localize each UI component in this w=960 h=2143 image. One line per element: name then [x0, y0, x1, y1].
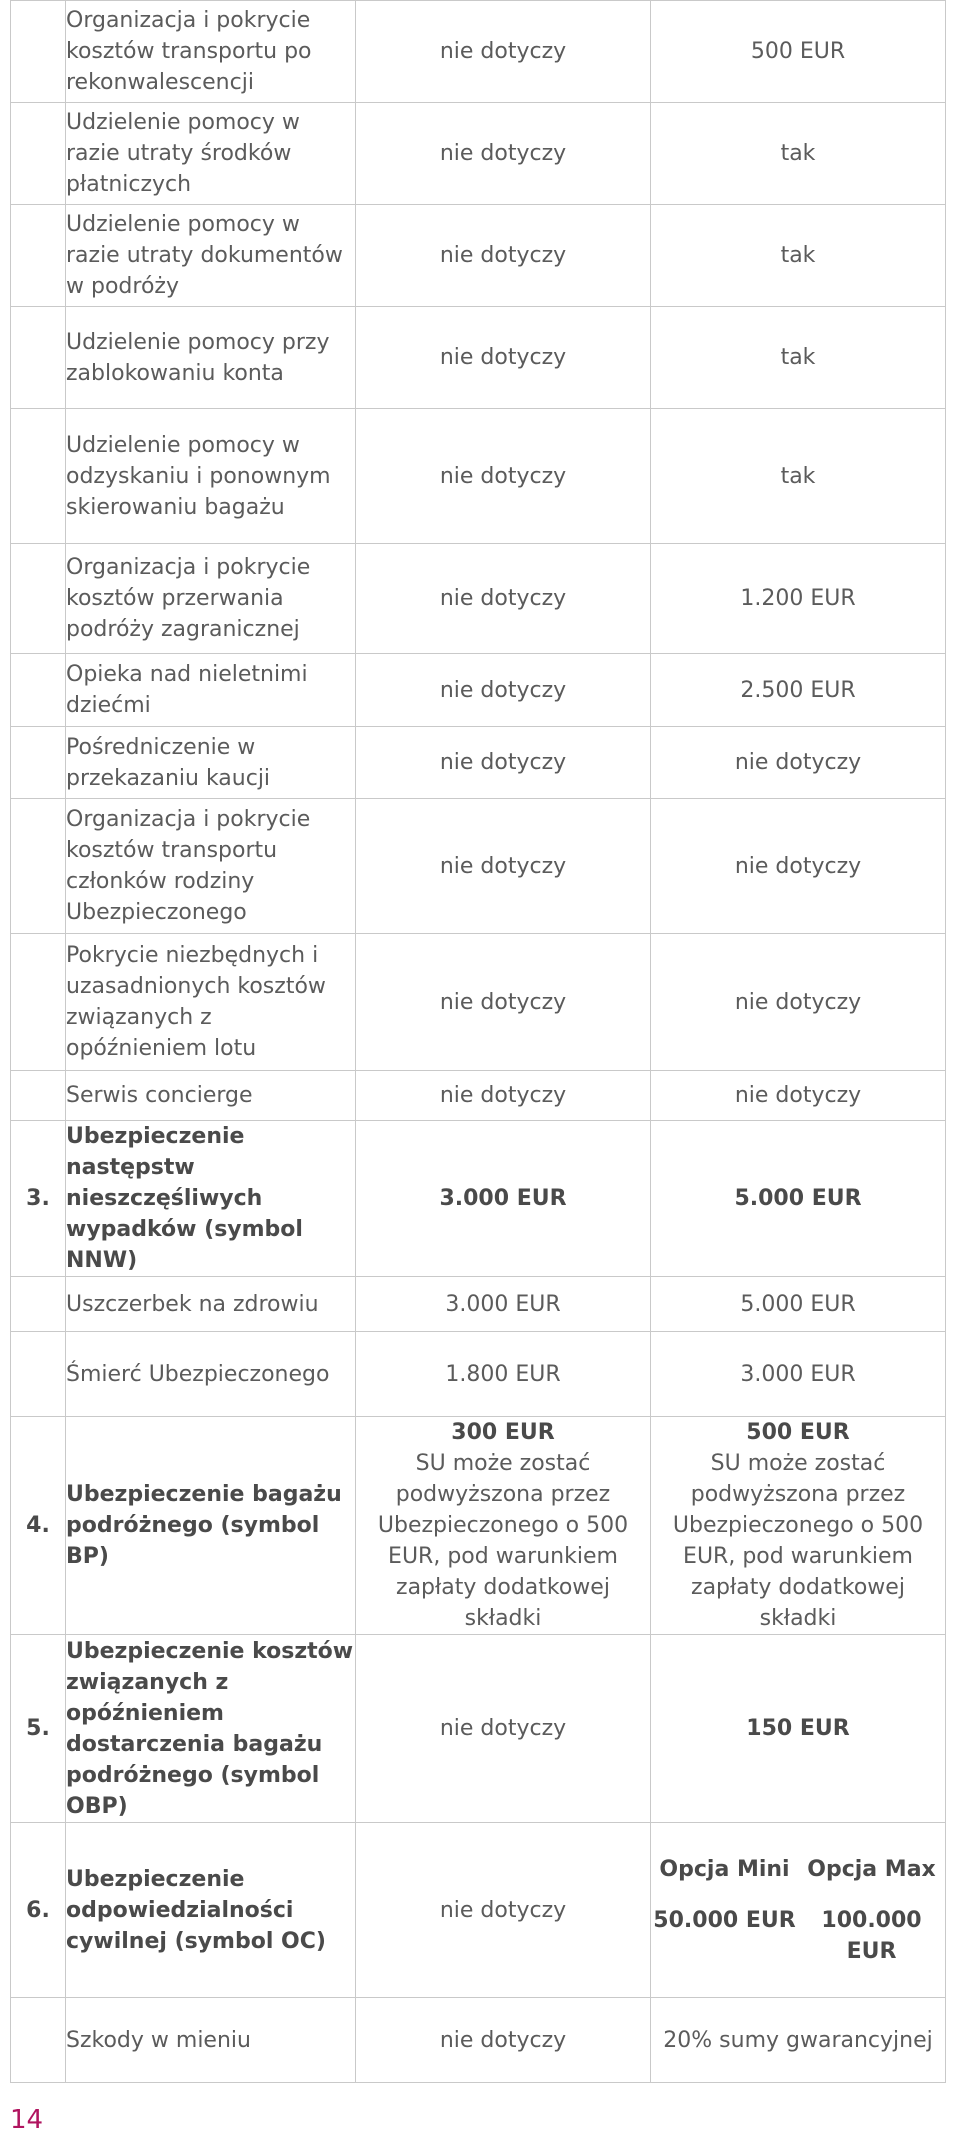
- value-cell: nie dotyczy: [651, 799, 946, 934]
- table-row: [11, 727, 946, 799]
- table-row: [11, 307, 946, 409]
- value-cell: 20% sumy gwarancyjnej: [651, 1998, 946, 2083]
- section-title: Ubezpieczenie kosztów związanych z opóźnieniem dostarczenia bagażu podróżnego (symbol OBP): [66, 1635, 356, 1823]
- section-number: 5.: [11, 1635, 66, 1823]
- section-row: [11, 1823, 946, 1998]
- option-headers: [651, 1854, 945, 1885]
- amount: 500 EUR: [746, 1420, 850, 1445]
- section-row: [11, 1121, 946, 1277]
- value-cell: 1.200 EUR: [651, 544, 946, 654]
- row-label: Opieka nad nieletnimi dziećmi: [66, 654, 356, 727]
- value-cell: tak: [651, 409, 946, 544]
- row-label: Szkody w mieniu: [66, 1998, 356, 2083]
- number-cell: [11, 934, 66, 1071]
- value-cell: 5.000 EUR: [651, 1121, 946, 1277]
- value-cell: nie dotyczy: [356, 799, 651, 934]
- row-label: Udzielenie pomocy w razie utraty środków płatniczych: [66, 103, 356, 205]
- option-mini-value: 50.000 EUR: [653, 1907, 796, 1933]
- value-cell: nie dotyczy: [356, 307, 651, 409]
- value-cell: 3.000 EUR: [356, 1277, 651, 1332]
- table-row: [11, 1, 946, 103]
- value-cell: nie dotyczy: [356, 654, 651, 727]
- number-cell: [11, 409, 66, 544]
- amount: 300 EUR: [451, 1420, 555, 1445]
- value-cell: [356, 1417, 651, 1635]
- option-mini-label: Opcja Mini: [659, 1856, 790, 1882]
- value-cell: 5.000 EUR: [651, 1277, 946, 1332]
- value-cell: 3.000 EUR: [356, 1121, 651, 1277]
- note: SU może zostać podwyższona przez Ubezpieczonego o 500 EUR, pod warunkiem zapłaty dodatkowej składki: [672, 1451, 924, 1631]
- number-cell: [11, 307, 66, 409]
- value-cell: nie dotyczy: [356, 1998, 651, 2083]
- section-title: Ubezpieczenie następstw nieszczęśliwych wypadków (symbol NNW): [66, 1121, 356, 1277]
- number-cell: [11, 103, 66, 205]
- section-number: 4.: [11, 1417, 66, 1635]
- value-cell: nie dotyczy: [651, 727, 946, 799]
- page-number: 14: [10, 2105, 44, 2135]
- value-cell: tak: [651, 307, 946, 409]
- insurance-table: [10, 0, 946, 2083]
- table-row: [11, 409, 946, 544]
- row-label: Udzielenie pomocy w razie utraty dokumentów w podróży: [66, 205, 356, 307]
- option-max-label: Opcja Max: [807, 1856, 936, 1882]
- value-cell: 150 EUR: [651, 1635, 946, 1823]
- value-cell: 2.500 EUR: [651, 654, 946, 727]
- table-row: [11, 654, 946, 727]
- value-cell: nie dotyczy: [356, 103, 651, 205]
- table-row: [11, 1332, 946, 1417]
- section-number: 6.: [11, 1823, 66, 1998]
- table-row: [11, 1277, 946, 1332]
- row-label: Udzielenie pomocy w odzyskaniu i ponownym skierowaniu bagażu: [66, 409, 356, 544]
- section-title: Ubezpieczenie bagażu podróżnego (symbol BP): [66, 1417, 356, 1635]
- table-row: [11, 799, 946, 934]
- value-cell: [651, 1417, 946, 1635]
- row-label: Organizacja i pokrycie kosztów transportu po rekonwalescencji: [66, 1, 356, 103]
- value-cell: tak: [651, 103, 946, 205]
- value-cell: nie dotyczy: [356, 1071, 651, 1121]
- section-number: 3.: [11, 1121, 66, 1277]
- row-label: Pokrycie niezbędnych i uzasadnionych kosztów związanych z opóźnieniem lotu: [66, 934, 356, 1071]
- options-cell: [651, 1823, 946, 1998]
- number-cell: [11, 1332, 66, 1417]
- number-cell: [11, 727, 66, 799]
- number-cell: [11, 654, 66, 727]
- number-cell: [11, 799, 66, 934]
- number-cell: [11, 1277, 66, 1332]
- table-row: [11, 103, 946, 205]
- value-cell: 3.000 EUR: [651, 1332, 946, 1417]
- option-values: [651, 1905, 945, 1967]
- section-row: [11, 1635, 946, 1823]
- value-cell: nie dotyczy: [356, 1823, 651, 1998]
- value-cell: nie dotyczy: [356, 1635, 651, 1823]
- option-max-value: 100.000 EUR: [821, 1907, 922, 1964]
- value-cell: nie dotyczy: [356, 1, 651, 103]
- number-cell: [11, 1998, 66, 2083]
- table-row: [11, 1998, 946, 2083]
- value-cell: nie dotyczy: [651, 1071, 946, 1121]
- value-cell: nie dotyczy: [651, 934, 946, 1071]
- value-cell: 1.800 EUR: [356, 1332, 651, 1417]
- table-row: [11, 934, 946, 1071]
- value-cell: tak: [651, 205, 946, 307]
- value-cell: nie dotyczy: [356, 205, 651, 307]
- row-label: Organizacja i pokrycie kosztów transportu członków rodziny Ubezpieczonego: [66, 799, 356, 934]
- value-cell: 500 EUR: [651, 1, 946, 103]
- note: SU może zostać podwyższona przez Ubezpieczonego o 500 EUR, pod warunkiem zapłaty dodatkowej składki: [377, 1451, 629, 1631]
- row-label: Serwis concierge: [66, 1071, 356, 1121]
- value-cell: nie dotyczy: [356, 544, 651, 654]
- row-label: Organizacja i pokrycie kosztów przerwania podróży zagranicznej: [66, 544, 356, 654]
- number-cell: [11, 205, 66, 307]
- row-label: Śmierć Ubezpieczonego: [66, 1332, 356, 1417]
- row-label: Uszczerbek na zdrowiu: [66, 1277, 356, 1332]
- table-row: [11, 1071, 946, 1121]
- number-cell: [11, 1071, 66, 1121]
- section-title: Ubezpieczenie odpowiedzialności cywilnej (symbol OC): [66, 1823, 356, 1998]
- row-label: Udzielenie pomocy przy zablokowaniu konta: [66, 307, 356, 409]
- section-row: [11, 1417, 946, 1635]
- value-cell: nie dotyczy: [356, 727, 651, 799]
- value-cell: nie dotyczy: [356, 934, 651, 1071]
- row-label: Pośredniczenie w przekazaniu kaucji: [66, 727, 356, 799]
- table-row: [11, 205, 946, 307]
- number-cell: [11, 544, 66, 654]
- value-cell: nie dotyczy: [356, 409, 651, 544]
- number-cell: [11, 1, 66, 103]
- table-row: [11, 544, 946, 654]
